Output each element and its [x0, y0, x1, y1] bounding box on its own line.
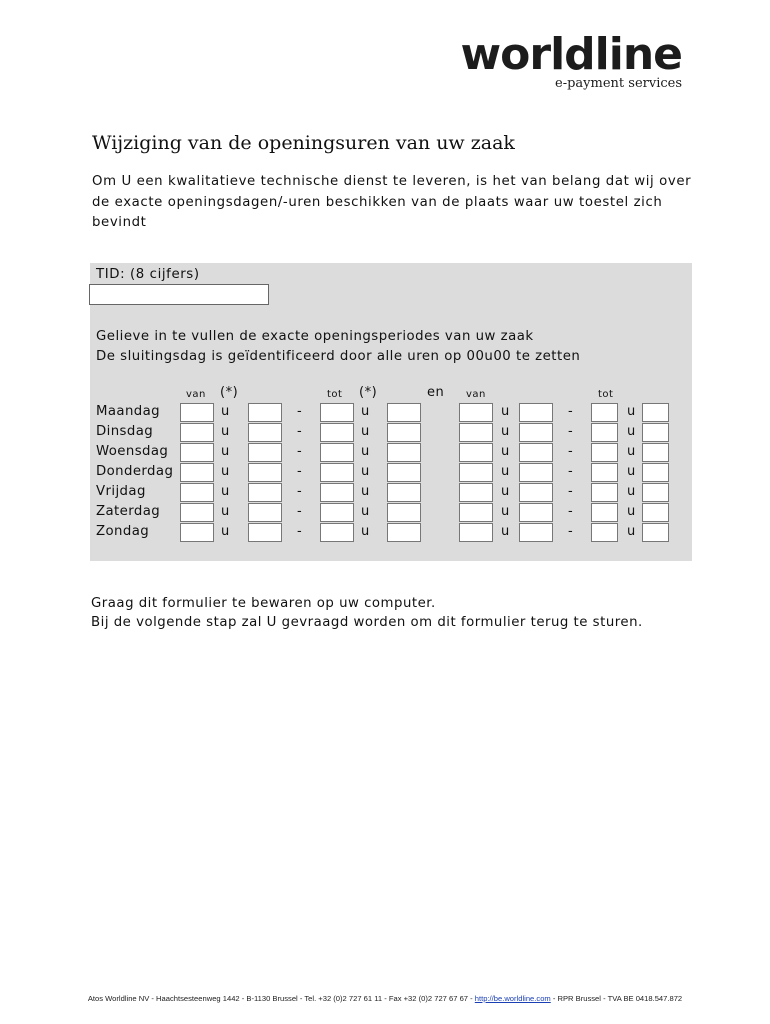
hour-separator: u [361, 444, 370, 459]
footer-address: Atos Worldline NV - Haachtsesteenweg 1442 - B-1130 Brussel - Tel. +32 (0)2 727 61 11 - Fax +32 (0)2 727 67 67 - [87, 994, 475, 1003]
hour-separator: u [627, 424, 636, 439]
hour-separator: u [221, 464, 230, 479]
period2-from-minutes-input[interactable] [519, 403, 553, 422]
range-dash: - [297, 444, 302, 459]
header-van-2: van [466, 389, 486, 400]
hour-separator: u [221, 404, 230, 419]
header-en: en [427, 385, 445, 400]
hour-separator: u [501, 404, 510, 419]
period2-from-hours-input[interactable] [459, 463, 493, 482]
hour-separator: u [627, 464, 636, 479]
logo-wordmark: worldline [460, 29, 682, 80]
period2-from-minutes-input[interactable] [519, 523, 553, 542]
instruction-line: De sluitingsdag is geïdentificeerd door alle uren op 00u00 te zetten [96, 348, 581, 364]
hour-separator: u [627, 444, 636, 459]
period2-from-minutes-input[interactable] [519, 423, 553, 442]
range-dash: - [297, 504, 302, 519]
day-label: Maandag [96, 404, 161, 419]
period2-from-hours-input[interactable] [459, 443, 493, 462]
period1-to-minutes-input[interactable] [387, 423, 421, 442]
period2-to-hours-input[interactable] [591, 523, 618, 542]
period1-to-hours-input[interactable] [320, 483, 354, 502]
closing-line: Graag dit formulier te bewaren op uw computer. [91, 596, 436, 611]
period1-from-hours-input[interactable] [180, 463, 214, 482]
period1-to-hours-input[interactable] [320, 463, 354, 482]
footer-website-link[interactable]: http://be.worldline.com [474, 994, 551, 1003]
hour-separator: u [501, 444, 510, 459]
range-dash: - [568, 504, 573, 519]
tid-input[interactable] [89, 284, 269, 305]
period1-from-minutes-input[interactable] [248, 403, 282, 422]
worldline-logo [450, 30, 682, 92]
period1-to-minutes-input[interactable] [387, 463, 421, 482]
range-dash: - [297, 524, 302, 539]
period1-to-hours-input[interactable] [320, 403, 354, 422]
period2-from-minutes-input[interactable] [519, 503, 553, 522]
hour-separator: u [501, 524, 510, 539]
period2-to-minutes-input[interactable] [642, 523, 669, 542]
period1-to-minutes-input[interactable] [387, 443, 421, 462]
hour-separator: u [627, 404, 636, 419]
header-tot-1: tot [327, 389, 343, 400]
period1-from-hours-input[interactable] [180, 443, 214, 462]
hour-separator: u [501, 484, 510, 499]
period2-from-minutes-input[interactable] [519, 443, 553, 462]
hour-separator: u [627, 524, 636, 539]
day-label: Vrijdag [96, 484, 146, 499]
period2-from-hours-input[interactable] [459, 503, 493, 522]
period1-to-hours-input[interactable] [320, 443, 354, 462]
range-dash: - [297, 424, 302, 439]
instruction-line: Gelieve in te vullen de exacte openingsperiodes van uw zaak [96, 329, 534, 344]
period2-to-minutes-input[interactable] [642, 503, 669, 522]
intro-line: de exacte openingsdagen/-uren beschikken van de plaats waar uw toestel zich [92, 194, 663, 210]
range-dash: - [568, 484, 573, 499]
range-dash: - [568, 424, 573, 439]
header-footnote-2: (*) [359, 385, 378, 400]
period1-to-minutes-input[interactable] [387, 523, 421, 542]
range-dash: - [568, 524, 573, 539]
period1-from-hours-input[interactable] [180, 423, 214, 442]
hour-separator: u [361, 504, 370, 519]
hour-separator: u [361, 524, 370, 539]
hour-separator: u [221, 524, 230, 539]
period1-from-minutes-input[interactable] [248, 443, 282, 462]
logo-tagline: e-payment services [555, 76, 682, 91]
intro-text [92, 172, 692, 234]
range-dash: - [297, 464, 302, 479]
hour-separator: u [501, 464, 510, 479]
period1-from-minutes-input[interactable] [248, 503, 282, 522]
intro-line: Om U een kwalitatieve technische dienst te leveren, is het van belang dat wij over [92, 174, 692, 189]
instructions [96, 327, 580, 366]
range-dash: - [297, 484, 302, 499]
period2-to-minutes-input[interactable] [642, 403, 669, 422]
period2-to-hours-input[interactable] [591, 483, 618, 502]
hour-separator: u [501, 424, 510, 439]
period2-to-minutes-input[interactable] [642, 463, 669, 482]
hour-separator: u [361, 404, 370, 419]
period1-to-hours-input[interactable] [320, 523, 354, 542]
period1-to-minutes-input[interactable] [387, 483, 421, 502]
hour-separator: u [361, 484, 370, 499]
intro-line: bevindt [92, 215, 147, 230]
hour-separator: u [501, 504, 510, 519]
closing-text [91, 594, 643, 632]
period2-to-hours-input[interactable] [591, 503, 618, 522]
period2-to-hours-input[interactable] [591, 423, 618, 442]
hour-separator: u [221, 484, 230, 499]
footer-registration: - RPR Brussel - TVA BE 0418.547.872 [550, 994, 683, 1003]
period1-from-minutes-input[interactable] [248, 483, 282, 502]
period1-from-minutes-input[interactable] [248, 523, 282, 542]
period2-to-minutes-input[interactable] [642, 423, 669, 442]
period1-to-hours-input[interactable] [320, 503, 354, 522]
period2-from-hours-input[interactable] [459, 423, 493, 442]
day-label: Donderdag [96, 464, 174, 479]
range-dash: - [297, 404, 302, 419]
period2-from-hours-input[interactable] [459, 403, 493, 422]
period1-to-hours-input[interactable] [320, 423, 354, 442]
period2-to-hours-input[interactable] [591, 403, 618, 422]
page-footer [0, 994, 770, 1003]
page-title: Wijziging van de openingsuren van uw zaak [92, 132, 515, 154]
header-van-1: van [186, 389, 206, 400]
period1-from-hours-input[interactable] [180, 403, 214, 422]
hour-separator: u [361, 424, 370, 439]
range-dash: - [568, 444, 573, 459]
period2-from-minutes-input[interactable] [519, 483, 553, 502]
closing-line: Bij de volgende stap zal U gevraagd worden om dit formulier terug te sturen. [91, 615, 643, 630]
hour-separator: u [361, 464, 370, 479]
day-label: Dinsdag [96, 424, 154, 439]
period1-from-minutes-input[interactable] [248, 463, 282, 482]
hour-separator: u [221, 424, 230, 439]
period1-to-minutes-input[interactable] [387, 403, 421, 422]
period2-to-minutes-input[interactable] [642, 483, 669, 502]
period2-to-hours-input[interactable] [591, 443, 618, 462]
range-dash: - [568, 404, 573, 419]
day-label: Zaterdag [96, 504, 161, 519]
period2-from-hours-input[interactable] [459, 523, 493, 542]
header-footnote-1: (*) [220, 385, 239, 400]
hour-separator: u [627, 484, 636, 499]
period1-from-hours-input[interactable] [180, 523, 214, 542]
period2-from-hours-input[interactable] [459, 483, 493, 502]
range-dash: - [568, 464, 573, 479]
period1-from-hours-input[interactable] [180, 483, 214, 502]
hour-separator: u [221, 444, 230, 459]
period2-to-minutes-input[interactable] [642, 443, 669, 462]
tid-label: TID: (8 cijfers) [96, 267, 200, 282]
hour-separator: u [221, 504, 230, 519]
day-label: Woensdag [96, 444, 169, 459]
hour-separator: u [627, 504, 636, 519]
period2-to-hours-input[interactable] [591, 463, 618, 482]
header-tot-2: tot [598, 389, 614, 400]
period1-to-minutes-input[interactable] [387, 503, 421, 522]
period1-from-hours-input[interactable] [180, 503, 214, 522]
period1-from-minutes-input[interactable] [248, 423, 282, 442]
day-label: Zondag [96, 524, 150, 539]
period2-from-minutes-input[interactable] [519, 463, 553, 482]
